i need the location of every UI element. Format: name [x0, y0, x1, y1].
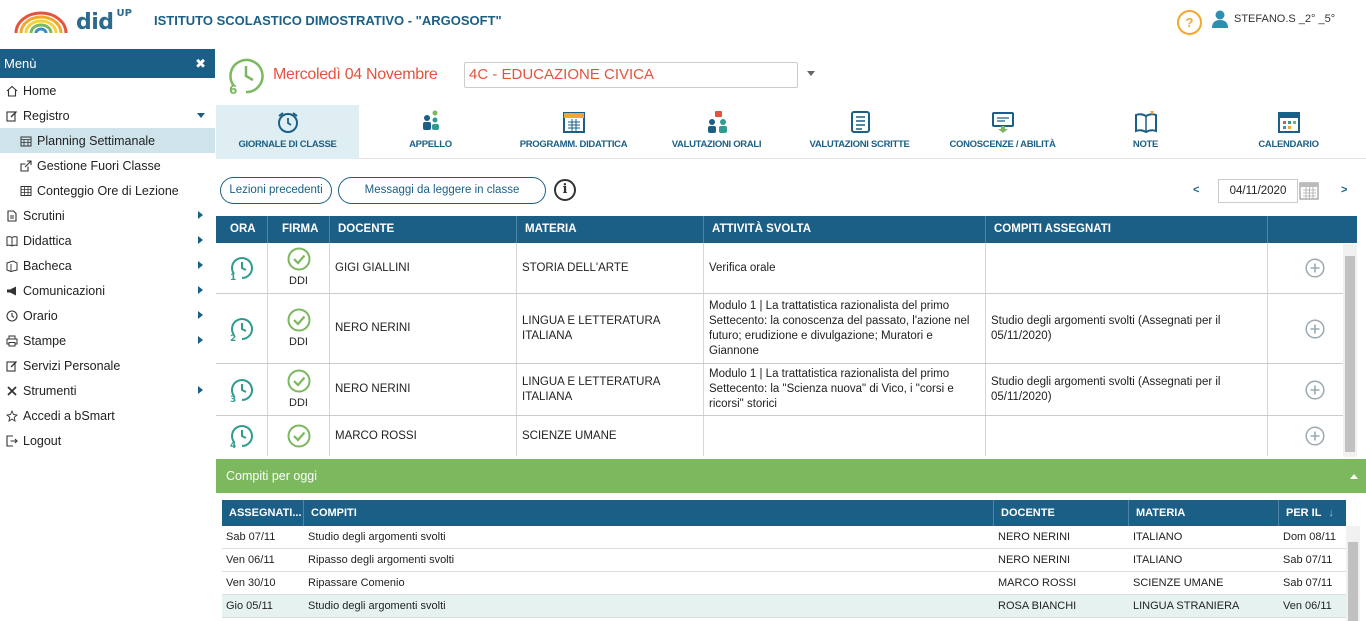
- chevron-right-icon: [198, 386, 203, 394]
- subject-cell: LINGUA E LETTERATURA ITALIANA: [517, 364, 704, 415]
- user-name: STEFANO.S _2° _5°: [1234, 13, 1336, 25]
- previous-day-button[interactable]: <: [1193, 184, 1200, 196]
- tab-label: CONOSCENZE / ABILITÀ: [949, 139, 1056, 150]
- homework-cell: Studio degli argomenti svolti (Assegnati per il 05/11/2020): [986, 294, 1268, 363]
- homework-cell: Ripasso degli argomenti svolti: [308, 554, 455, 566]
- table-icon: [20, 185, 32, 197]
- sidebar-item-label: Scrutini: [23, 208, 65, 223]
- tab-label: VALUTAZIONI SCRITTE: [809, 139, 910, 150]
- subject-cell: SCIENZE UMANE: [1133, 577, 1224, 589]
- column-header-firma[interactable]: FIRMA: [268, 216, 330, 243]
- megaphone-icon: [6, 285, 18, 297]
- sidebar-item-label: Bacheca: [23, 258, 72, 273]
- add-circle-icon[interactable]: [1305, 258, 1325, 278]
- clock-icon: [6, 310, 18, 322]
- sidebar-item-label: Home: [23, 83, 57, 98]
- tab-label: CALENDARIO: [1258, 139, 1319, 150]
- table-row[interactable]: [216, 294, 1357, 364]
- homework-cell: [986, 416, 1268, 456]
- homework-cell: Studio degli argomenti svolti (Assegnati per il 05/11/2020): [986, 364, 1268, 415]
- lesson-hour-number: 2: [229, 333, 236, 342]
- notes-book-icon: [1133, 110, 1159, 134]
- tab-note[interactable]: [1074, 105, 1217, 159]
- class-messages-button[interactable]: Messaggi da leggere in classe: [338, 177, 546, 204]
- teacher-cell: ROSA BIANCHI: [998, 600, 1077, 612]
- subject-cell: LINGUA E LETTERATURA ITALIANA: [517, 294, 704, 363]
- planner-icon: [561, 110, 587, 134]
- logo-text: did: [76, 9, 114, 35]
- skills-icon: [990, 110, 1016, 134]
- lessons-scrollbar[interactable]: [1343, 244, 1357, 457]
- printer-icon: [6, 335, 18, 347]
- sidebar-item-label: Gestione Fuori Classe: [37, 158, 161, 173]
- activity-cell: Modulo 1 | La trattatistica razionalista del primo Settecento: la conoscenza del passato, l'azione nel futuro; erudizione e divulgazione; Muratori e Giannone: [704, 294, 986, 363]
- sidebar-item-label: Logout: [23, 433, 62, 448]
- lesson-hour-number: 3: [229, 394, 236, 403]
- add-cell: [1268, 364, 1340, 415]
- chevron-right-icon: [198, 336, 203, 344]
- lesson-hour-number: 4: [229, 441, 236, 449]
- lesson-hour-number: 1: [229, 273, 236, 281]
- due-date-cell: Dom 08/11: [1283, 531, 1336, 543]
- assigned-date-cell: Sab 07/11: [226, 531, 276, 543]
- column-header-ora[interactable]: ORA: [216, 216, 268, 243]
- lesson-hour-cell: [216, 364, 268, 415]
- lesson-clock-icon: [226, 56, 266, 96]
- teacher-cell: MARCO ROSSI: [998, 577, 1077, 589]
- due-date-cell: Sab 07/11: [1283, 554, 1333, 566]
- document-icon: [6, 210, 18, 222]
- homework-panel-title: Compiti per oggi: [226, 469, 318, 483]
- table-header: [216, 216, 1357, 243]
- assigned-date-cell: Gio 05/11: [226, 600, 273, 612]
- subject-cell: SCIENZE UMANE: [517, 416, 704, 456]
- bsmart-icon: [6, 410, 18, 422]
- calendar-icon: [1276, 110, 1302, 134]
- calendar-picker-icon[interactable]: [1299, 180, 1319, 200]
- column-header-compiti[interactable]: COMPITI: [304, 500, 994, 526]
- logout-icon: [6, 435, 18, 447]
- table-row[interactable]: [222, 595, 1346, 618]
- assigned-date-cell: Ven 30/10: [226, 577, 276, 589]
- sidebar-item-label: Orario: [23, 308, 58, 323]
- lesson-clock-icon: [229, 316, 255, 342]
- sidebar-item-registro[interactable]: [0, 103, 215, 128]
- subject-cell: STORIA DELL'ARTE: [517, 243, 704, 293]
- homework-cell: Studio degli argomenti svolti: [308, 600, 446, 612]
- teacher-cell: MARCO ROSSI: [330, 416, 517, 456]
- table-header: [222, 500, 1346, 526]
- sidebar-item-gestione-fuori-classe[interactable]: [0, 153, 215, 178]
- lesson-hour-cell: [216, 416, 268, 456]
- top-bar: [0, 0, 1366, 44]
- signature-cell[interactable]: [268, 243, 330, 293]
- sidebar-item-planning-settimanale[interactable]: [0, 128, 215, 153]
- written-grades-icon: [847, 110, 873, 134]
- sidebar-item-bsmart[interactable]: [0, 403, 215, 428]
- scrollbar-thumb[interactable]: [1345, 256, 1355, 452]
- chevron-right-icon: [198, 286, 203, 294]
- tab-label: NOTE: [1132, 139, 1159, 150]
- edit-icon: [6, 360, 18, 372]
- chevron-down-icon: [197, 113, 205, 118]
- rainbow-logo-icon: [12, 9, 70, 35]
- tab-giornale-di-classe[interactable]: [216, 105, 359, 159]
- page-title: Mercoledì 04 Novembre: [273, 66, 438, 83]
- column-header-materia[interactable]: MATERIA: [517, 216, 704, 243]
- sort-arrow-icon: ↓: [1328, 507, 1334, 519]
- activity-cell: Modulo 1 | La trattatistica razionalista del primo Settecento: la "Scienza nuova" di Vico, i "corsi e ricorsi" storici: [704, 364, 986, 415]
- add-cell: [1268, 243, 1340, 293]
- svg-text:6: 6: [229, 83, 238, 96]
- homework-cell: Ripassare Comenio: [308, 577, 405, 589]
- add-circle-icon[interactable]: [1305, 380, 1325, 400]
- teacher-cell: NERO NERINI: [330, 364, 517, 415]
- previous-lessons-button[interactable]: Lezioni precedenti: [220, 177, 332, 204]
- function-tabs: [216, 105, 1366, 159]
- check-circle-icon: [287, 308, 311, 332]
- ddi-label: DDI: [289, 335, 308, 348]
- sidebar-item-label: Accedi a bSmart: [23, 408, 115, 423]
- homework-scrollbar[interactable]: [1346, 526, 1360, 621]
- sidebar-item-home[interactable]: [0, 78, 215, 103]
- chevron-right-icon: [198, 261, 203, 269]
- sidebar-item-didattica[interactable]: [0, 228, 215, 253]
- tab-label: APPELLO: [409, 139, 452, 150]
- tab-appello[interactable]: [359, 105, 502, 159]
- lesson-clock-icon: [229, 255, 255, 281]
- school-name: ISTITUTO SCOLASTICO DIMOSTRATIVO - "ARGOSOFT": [154, 13, 502, 28]
- ddi-label: DDI: [289, 275, 308, 287]
- check-circle-icon: [287, 424, 311, 448]
- lesson-clock-icon: [229, 377, 255, 403]
- sidebar-item-stampe[interactable]: [0, 328, 215, 353]
- signature-cell[interactable]: [268, 364, 330, 415]
- column-header-per-il[interactable]: [1279, 500, 1346, 526]
- next-day-button[interactable]: >: [1341, 184, 1348, 196]
- chevron-right-icon: [198, 211, 203, 219]
- tab-calendario[interactable]: [1217, 105, 1360, 159]
- sidebar-item-label: Planning Settimanale: [37, 133, 156, 148]
- scrollbar-thumb[interactable]: [1348, 542, 1358, 621]
- sidebar-item-servizi-personale[interactable]: [0, 353, 215, 378]
- subject-cell: LINGUA STRANIERA: [1133, 600, 1240, 612]
- chevron-up-icon[interactable]: [1350, 474, 1358, 479]
- lesson-hour-cell: [216, 294, 268, 363]
- column-header-assegnati[interactable]: ASSEGNATI...: [222, 500, 304, 526]
- check-circle-icon: [287, 247, 311, 271]
- tab-label: VALUTAZIONI ORALI: [671, 139, 762, 150]
- external-link-icon: [20, 160, 32, 172]
- table-row[interactable]: [216, 416, 1357, 456]
- sidebar-item-orario[interactable]: [0, 303, 215, 328]
- date-input[interactable]: 04/11/2020: [1218, 179, 1298, 203]
- sidebar-item-comunicazioni[interactable]: [0, 278, 215, 303]
- chevron-right-icon: [198, 236, 203, 244]
- column-header-attivita[interactable]: ATTIVITÀ SVOLTA: [704, 216, 986, 243]
- home-icon: [6, 85, 18, 97]
- ddi-label: DDI: [289, 396, 308, 409]
- sidebar-item-label: Strumenti: [23, 383, 77, 398]
- user-icon: [1212, 10, 1228, 28]
- user-menu[interactable]: [1212, 10, 1335, 28]
- logo-sup: UP: [116, 7, 132, 19]
- column-header-docente[interactable]: DOCENTE: [330, 216, 517, 243]
- add-circle-icon[interactable]: [1305, 319, 1325, 339]
- activity-cell: [704, 416, 986, 456]
- tab-label: GIORNALE DI CLASSE: [238, 139, 337, 150]
- sidebar-item-label: Stampe: [23, 333, 67, 348]
- check-circle-icon: [287, 369, 311, 393]
- didup-logo[interactable]: [12, 6, 132, 38]
- lesson-clock-icon: [229, 423, 255, 449]
- tab-conoscenze-abilita[interactable]: [931, 105, 1074, 159]
- column-header-compiti[interactable]: COMPITI ASSEGNATI: [986, 216, 1268, 243]
- attendance-icon: [418, 110, 444, 134]
- calendar-icon: [20, 135, 32, 147]
- sidebar-item-logout[interactable]: [0, 428, 215, 453]
- chevron-down-icon[interactable]: [807, 71, 815, 76]
- table-row[interactable]: [222, 526, 1346, 549]
- sidebar-item-conteggio-ore[interactable]: [0, 178, 215, 203]
- sidebar-item-scrutini[interactable]: [0, 203, 215, 228]
- signature-cell[interactable]: [268, 416, 330, 456]
- sidebar-item-label: Conteggio Ore di Lezione: [37, 183, 179, 198]
- menu-header: [0, 49, 215, 78]
- assigned-date-cell: Ven 06/11: [226, 554, 275, 566]
- table-row[interactable]: [216, 364, 1357, 416]
- tab-label: PROGRAMM. DIDATTICA: [519, 139, 628, 150]
- help-icon[interactable]: ?: [1177, 10, 1202, 35]
- column-header-docente[interactable]: DOCENTE: [994, 500, 1129, 526]
- add-cell: [1268, 416, 1340, 456]
- homework-cell: Studio degli argomenti svolti: [308, 531, 446, 543]
- teacher-cell: NERO NERINI: [998, 554, 1071, 566]
- sidebar-item-label: Comunicazioni: [23, 283, 105, 298]
- subject-cell: ITALIANO: [1133, 554, 1183, 566]
- subject-cell: ITALIANO: [1133, 531, 1183, 543]
- bulletin-board-icon: [6, 260, 18, 272]
- homework-panel-header[interactable]: [216, 459, 1366, 493]
- main-content: [216, 49, 1366, 621]
- lesson-hour-cell: [216, 243, 268, 293]
- per-il-label: PER IL: [1286, 507, 1322, 519]
- column-header-actions: [1268, 216, 1340, 243]
- column-header-materia[interactable]: MATERIA: [1129, 500, 1279, 526]
- alarm-clock-icon: [275, 110, 301, 134]
- edit-icon: [6, 110, 18, 122]
- sidebar-item-label: Servizi Personale: [23, 358, 121, 373]
- info-icon[interactable]: i: [554, 179, 576, 201]
- signature-cell[interactable]: [268, 294, 330, 363]
- homework-table: [222, 500, 1346, 618]
- activity-cell: Verifica orale: [704, 243, 986, 293]
- sidebar-item-strumenti[interactable]: [0, 378, 215, 403]
- tab-programm-didattica[interactable]: [502, 105, 645, 159]
- table-row[interactable]: [222, 549, 1346, 572]
- add-cell: [1268, 294, 1340, 363]
- menu-title: Menù: [4, 56, 37, 71]
- book-icon: [6, 235, 18, 247]
- table-row[interactable]: [222, 572, 1346, 595]
- due-date-cell: Ven 06/11: [1283, 600, 1332, 612]
- lessons-table: [216, 216, 1357, 456]
- sidebar-item-bacheca[interactable]: [0, 253, 215, 278]
- due-date-cell: Sab 07/11: [1283, 577, 1333, 589]
- add-circle-icon[interactable]: [1305, 426, 1325, 446]
- teacher-cell: NERO NERINI: [998, 531, 1071, 543]
- sidebar-item-label: Registro: [23, 108, 70, 123]
- chevron-right-icon: [198, 311, 203, 319]
- tab-valutazioni-orali[interactable]: [645, 105, 788, 159]
- tab-valutazioni-scritte[interactable]: [788, 105, 931, 159]
- teacher-cell: GIGI GIALLINI: [330, 243, 517, 293]
- teacher-cell: NERO NERINI: [330, 294, 517, 363]
- tools-icon: [6, 385, 18, 397]
- sidebar: [0, 49, 215, 621]
- oral-grades-icon: [704, 110, 730, 134]
- class-select[interactable]: 4C - EDUCAZIONE CIVICA: [464, 62, 798, 88]
- table-row[interactable]: [216, 243, 1357, 294]
- close-icon[interactable]: ✖: [195, 56, 206, 71]
- homework-cell: [986, 243, 1268, 293]
- sidebar-item-label: Didattica: [23, 233, 72, 248]
